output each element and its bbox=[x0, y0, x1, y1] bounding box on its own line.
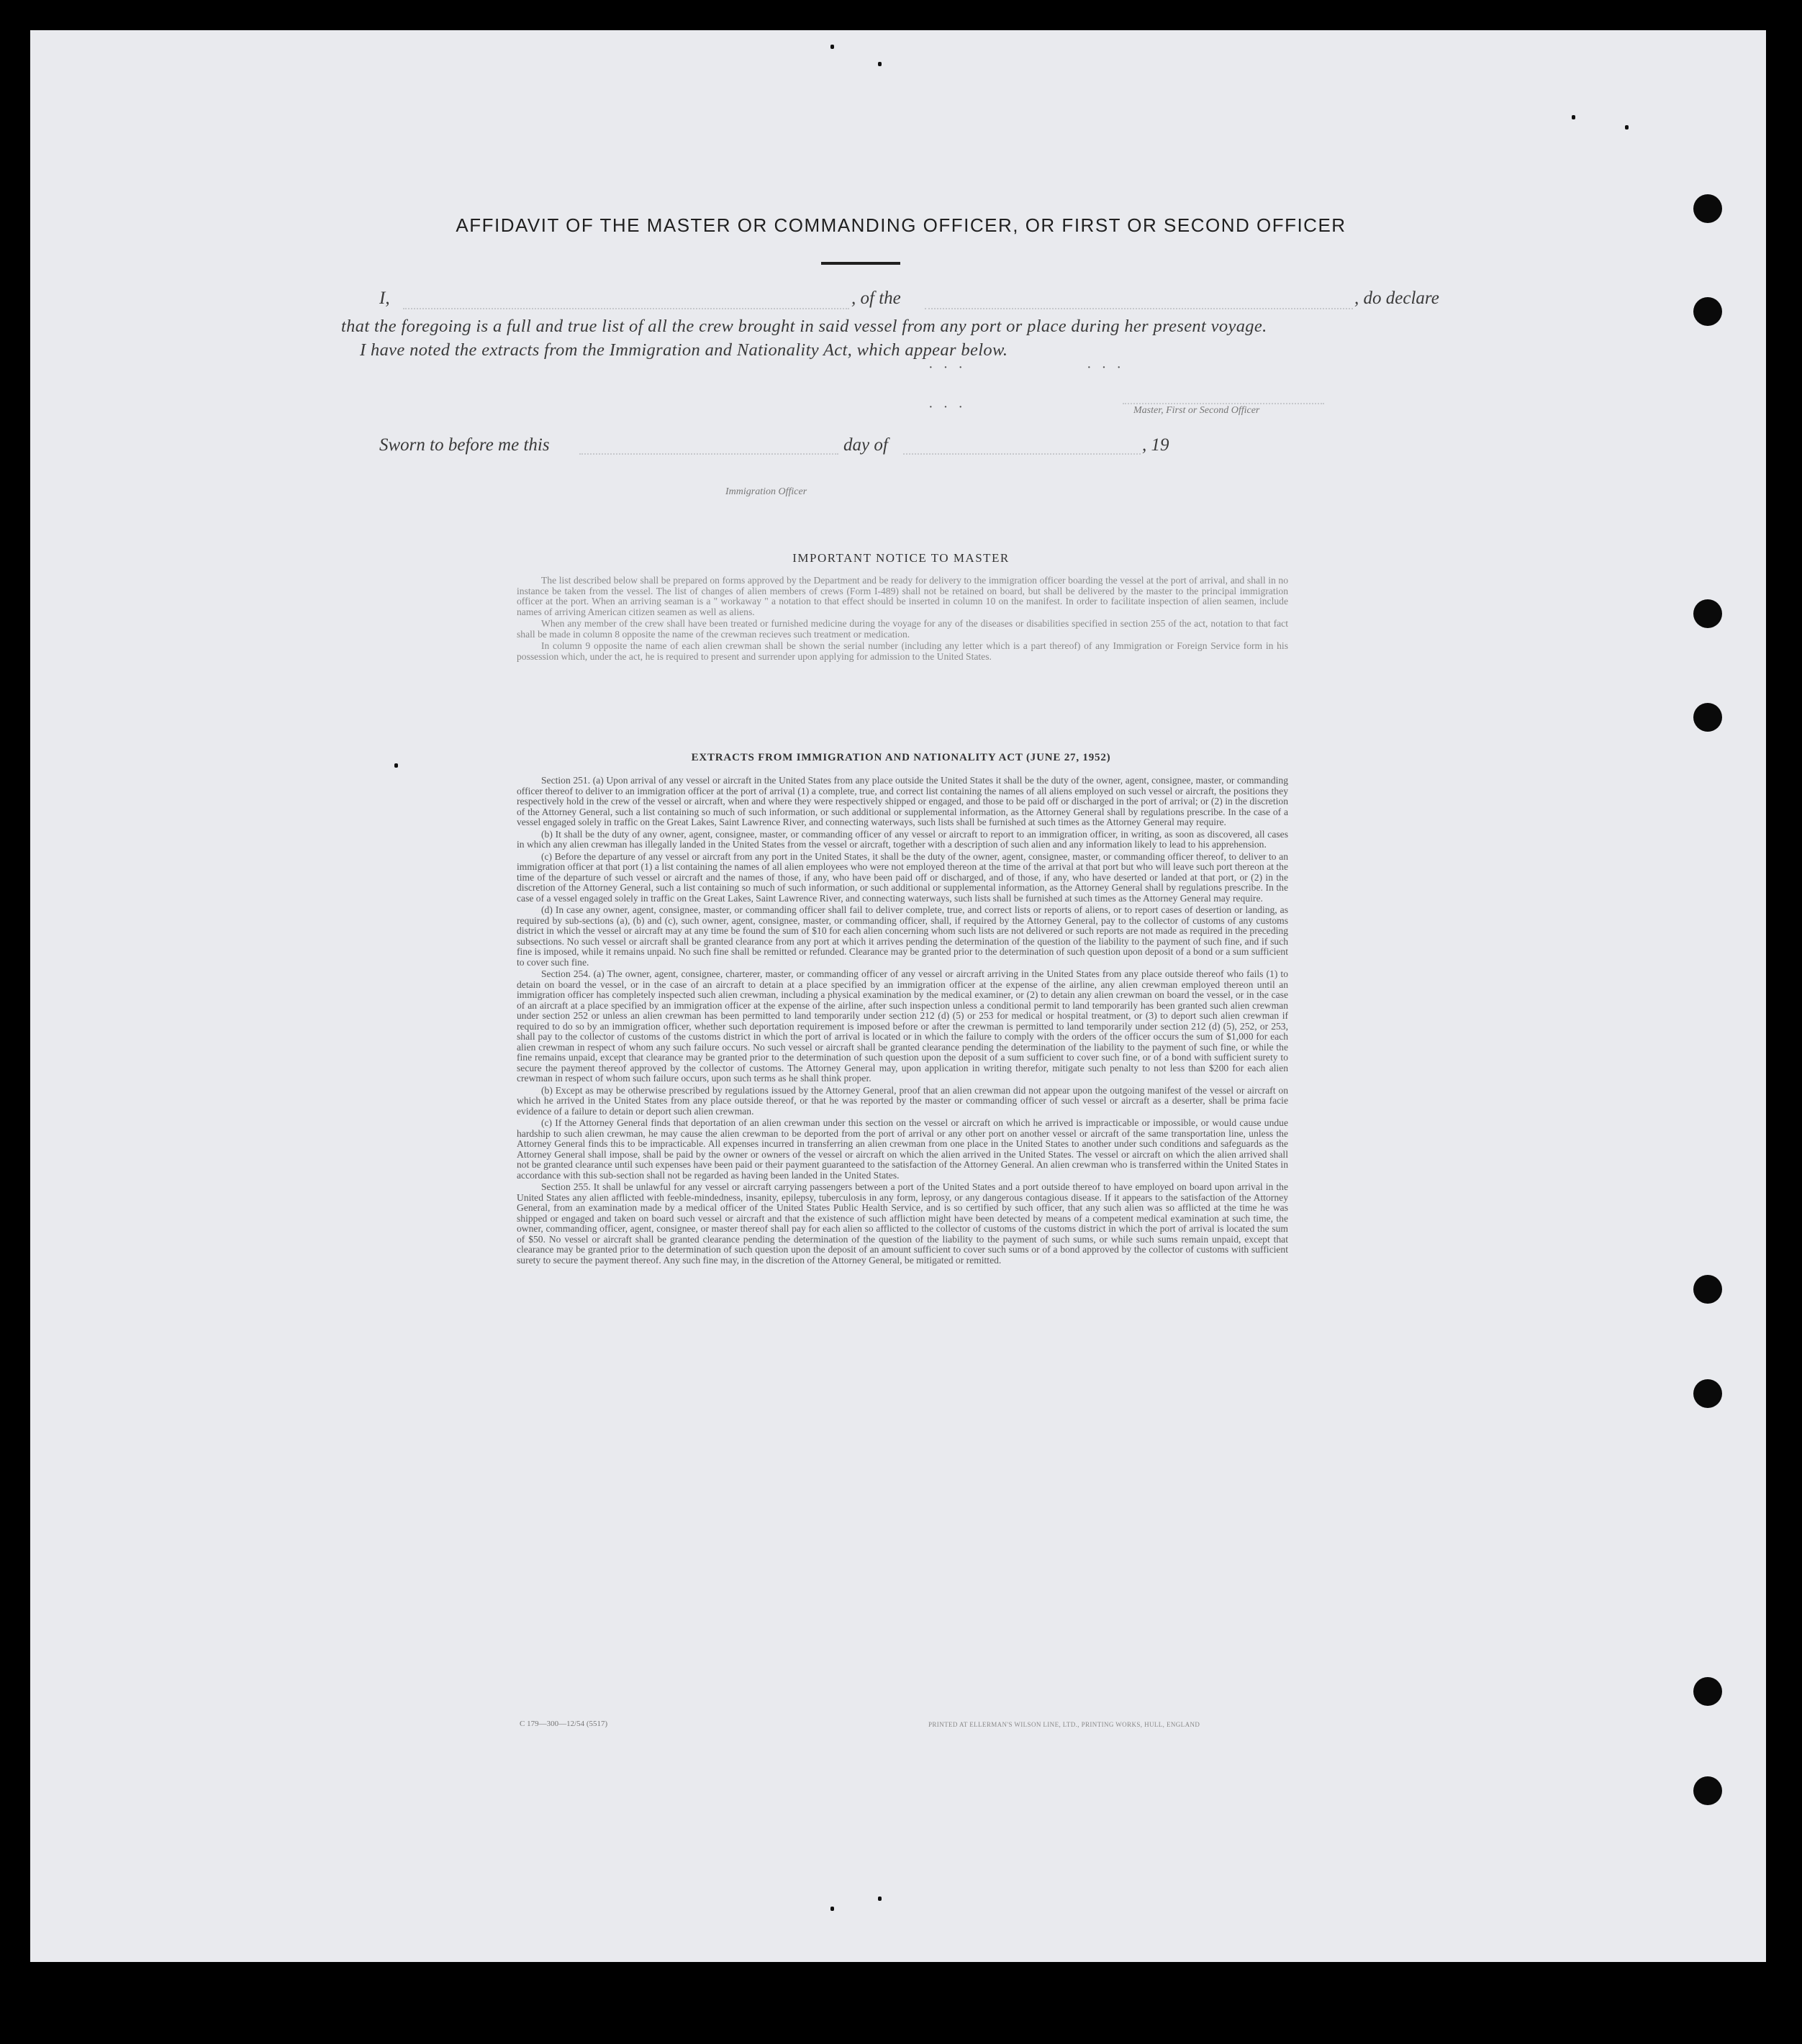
declarant-prefix: I, bbox=[379, 289, 390, 308]
of-the-label: , of the bbox=[851, 289, 901, 308]
speck bbox=[1625, 125, 1629, 130]
declarant-name-field[interactable] bbox=[403, 308, 849, 309]
extract-paragraph: Section 255. It shall be unlawful for any vessel or aircraft carrying passengers between a port of the United States and a port outside thereof to have employed on board upon arrival in the United States any alien afflicted with feeble-mindedness, insanity, epilepsy, tuberculosis in any form, leprosy, or any dangerous contagious disease. If it appears to the satisfaction of the Attorney General, from an examination made by a medical officer of the United States Public Health Service, and is so certified by such officer, that any such alien was so afflicted at the time he was shipped or engaged and taken on board such vessel or aircraft and that the existence of such affliction might have been detected by means of a competent medical examination at such time, the owner, commanding officer, agent, consignee, or master thereof shall pay for each alien so afflicted to the collector of customs of the customs district in which the port of arrival is located the sum of $50. No vessel or aircraft shall be granted clearance pending the determination of the question of the liability to the payment of such sums, or while such sums remain unpaid, except that clearance may be granted prior to the determination of such question upon the deposit of an amount sufficient to cover such sums or of a bond approved by the collector of customs with sufficient surety to secure the payment thereof. Any such fine may, in the discretion of the Attorney General, be mitigated or remitted. bbox=[517, 1181, 1288, 1266]
extract-paragraph: (d) In case any owner, agent, consignee, master, or commanding officer shall fail to deliver complete, true, and correct lists or reports of aliens, or to report cases of desertion or landing, as required by sub-sections (a), (b) and (c), such owner, agent, consignee, master, or commanding officer, shall, if required by the Attorney General, pay to the collector of customs of any customs district in which the vessel or aircraft may at any time be found the sum of $10 for each alien concerning whom such lists are not delivered or such reports are not made as required in the preceding subsections. No such vessel or aircraft shall be granted clearance from any port at which it arrives pending the determination of the question of the liability to the payment of such fine, and if such fine is imposed, while it remains unpaid. No such fine shall be remitted or refunded. Clearance may be granted prior to the determination of such question upon deposit of a bond or a sum sufficient to cover such fine. bbox=[517, 904, 1288, 968]
sworn-month-field[interactable] bbox=[903, 453, 1141, 455]
speck bbox=[830, 1907, 834, 1911]
speck bbox=[878, 1897, 882, 1901]
notice-paragraph: In column 9 opposite the name of each alien crewman shall be shown the serial number (including any letter which is a part thereof) of any Immigration or Foreign Service form in his possession which, under the act, he is required to present and surrender upon applying for admission to the United States. bbox=[517, 640, 1288, 662]
separator-dots: ··· bbox=[928, 360, 973, 376]
extracts-title: EXTRACTS FROM IMMIGRATION AND NATIONALITY ACT (JUNE 27, 1952) bbox=[691, 752, 1111, 763]
declaration-line-3: I have noted the extracts from the Immigration and Nationality Act, which appear below. bbox=[360, 340, 1008, 360]
declaration-line-2: that the foregoing is a full and true list of all the crew brought in said vessel from any port or place during her present voyage. bbox=[341, 317, 1267, 336]
sworn-day-field[interactable] bbox=[579, 453, 838, 455]
speck bbox=[878, 62, 882, 66]
punch-hole bbox=[1693, 599, 1722, 628]
officer-caption: Immigration Officer bbox=[725, 486, 807, 497]
year-label: , 19 bbox=[1142, 435, 1169, 455]
speck bbox=[1572, 115, 1575, 119]
printer-imprint: PRINTED AT ELLERMAN'S WILSON LINE, LTD., PRINTING WORKS, HULL, ENGLAND bbox=[928, 1721, 1200, 1728]
punch-hole bbox=[1693, 1776, 1722, 1805]
day-of-label: day of bbox=[843, 435, 888, 455]
extract-paragraph: (c) If the Attorney General finds that deportation of an alien crewman under this section on the vessel or aircraft on which he arrived is impracticable or impossible, or would cause undue hardship to such alien crewman, he may cause the alien crewman to be deported from the port of arrival or any other port on another vessel or aircraft of the same transportation line, unless the Attorney General finds this to be impracticable. All expenses incurred in transferring an alien crewman from one place in the United States to another under such conditions and safeguards as the Attorney General shall impose, shall be paid by the owner or owners of the vessel or aircraft on which the alien arrived in the United States. The vessel or aircraft on which the alien arrived shall not be granted clearance until such expenses have been paid or their payment guaranteed to the satisfaction of the Attorney General. An alien crewman who is transferred within the United States in accordance with this sub-section shall not be regarded as having been landed in the United States. bbox=[517, 1117, 1288, 1181]
speck bbox=[830, 45, 834, 49]
signature-caption: Master, First or Second Officer bbox=[1133, 405, 1260, 416]
do-declare-label: , do declare bbox=[1354, 289, 1439, 308]
title-rule bbox=[821, 262, 900, 265]
separator-dots: ··· bbox=[928, 399, 973, 415]
punch-hole bbox=[1693, 703, 1722, 732]
notice-text bbox=[517, 576, 1288, 663]
sworn-label: Sworn to before me this bbox=[379, 435, 550, 455]
notice-paragraph: When any member of the crew shall have been treated or furnished medicine during the voyage for any of the diseases or disabilities specified in section 255 of the act, notation to that fact shall be made in column 8 opposite the name of the crewman recieves such treatment or medication. bbox=[517, 618, 1288, 640]
notice-title: IMPORTANT NOTICE TO MASTER bbox=[792, 551, 1010, 565]
punch-hole bbox=[1693, 1275, 1722, 1304]
extract-paragraph: (b) It shall be the duty of any owner, agent, consignee, master, or commanding officer of any vessel or aircraft to report to an immigration officer, in writing, as soon as discovered, all cases in which any alien crewman has illegally landed in the United States from the vessel or aircraft, together with a description of such alien and any information likely to lead to his apprehension. bbox=[517, 828, 1288, 850]
extract-paragraph: Section 251. (a) Upon arrival of any vessel or aircraft in the United States from any place outside the United States it shall be the duty of the owner, agent, consignee, master, or commanding officer thereof to deliver to an immigration officer at the port of arrival (1) a complete, true, and correct list containing the names of all aliens employed on such vessel or aircraft, the positions they respectively hold in the crew of the vessel or aircraft, when and where they were respectively shipped or engaged, and those to be paid off or discharged in the port of arrival; or (2) in the discretion of the Attorney General, such a list containing so much of such information, or such additional or supplemental information, as the Attorney General shall by regulations prescribe. In the case of a vessel engaged solely in traffic on the Great Lakes, Saint Lawrence River, and connecting waterways, such lists shall be furnished at such times as the Attorney General may require. bbox=[517, 775, 1288, 827]
punch-hole bbox=[1693, 297, 1722, 326]
notice-paragraph: The list described below shall be prepared on forms approved by the Department and be ready for delivery to the immigration officer boarding the vessel at the port of arrival, and shall in no instance be taken from the vessel. The list of changes of alien members of crews (Form I-489) shall not be retained on board, but shall be delivered by the master to the principal immigration officer at the port. When an arriving seaman is a " workaway " a notation to that effect should be inserted in column 10 on the manifest. In order to facilitate inspection of alien seamen, include names of arriving American citizen seamen as well as aliens. bbox=[517, 575, 1288, 617]
punch-hole bbox=[1693, 1677, 1722, 1706]
extract-paragraph: Section 254. (a) The owner, agent, consignee, charterer, master, or commanding officer of any vessel or aircraft arriving in the United States from any place outside thereof who fails (1) to detain on board the vessel, or in the case of an aircraft to detain at a place specified by an immigration officer at the expense of the airline, any alien crewman employed thereon until an immigration officer has completely inspected such alien crewman, including a physical examination by the medical examiner, or (2) to detain any alien crewman on board the vessel, or in the case of an aircraft at a place specified by an immigration officer at the expense of the airline, after such inspection unless a conditional permit to land temporarily has been granted such alien crewman under section 252 or unless an alien crewman has been permitted to land temporarily under section 212 (d) (5) or 253 for medical or hospital treatment, or (3) to deport such alien crewman if required to do so by an immigration officer, whether such deportation requirement is imposed before or after the crewman is permitted to land temporarily under section 212 (d) (5), 252, or 253, shall pay to the collector of customs of the customs district in which the port of arrival is located or in which the failure to comply with the orders of the officer occurs the sum of $1,000 for each alien crewman in respect of whom any such failure occurs. No such vessel or aircraft shall be granted clearance pending the determination of the liability to the payment of such fine, or while the fine remains unpaid, except that clearance may be granted prior to the determination of such question upon the deposit of a sum sufficient to cover such fine, or of a bond with sufficient surety to secure the payment thereof approved by the collector of customs. The Attorney General may, upon application in writing therefor, mitigate such penalty to not less than $200 for each alien crewman in respect of whom such failure occurs, upon such terms as he shall think proper. bbox=[517, 968, 1288, 1084]
extract-paragraph: (c) Before the departure of any vessel or aircraft from any port in the United States, it shall be the duty of the owner, agent, consignee, master, or commanding officer thereof, to deliver to an immigration officer at that port (1) a list containing the names of all alien employees who were not employed thereon at the time of the arrival at that port but who will leave such port thereon at the time of the departure of such vessel or aircraft and the names of those, if any, who have been paid off or discharged, and of those, if any, who have deserted or landed at that port, or (2) in the discretion of the Attorney General, such a list containing so much of such information, or such additional or supplemental information, as the Attorney General shall by regulations prescribe. In the case of a vessel engaged solely in traffic on the Great Lakes, Saint Lawrence River, and connecting waterways, such lists shall be furnished at such times as the Attorney General may require. bbox=[517, 850, 1288, 904]
extracts-text bbox=[517, 776, 1288, 1267]
separator-dots: ··· bbox=[1087, 360, 1131, 376]
extract-paragraph: (b) Except as may be otherwise prescribed by regulations issued by the Attorney General, proof that an alien crewman did not appear upon the outgoing manifest of the vessel or aircraft on which he arrived in the United States from any place outside thereof, or that he was reported by the master or commanding officer of such vessel or aircraft as a deserter, shall be prima facie evidence of a failure to detain or deport such alien crewman. bbox=[517, 1084, 1288, 1117]
signature-field[interactable] bbox=[1123, 403, 1324, 404]
vessel-name-field[interactable] bbox=[925, 308, 1353, 309]
form-number: C 179—300—12/54 (5517) bbox=[520, 1720, 608, 1728]
punch-hole bbox=[1693, 1379, 1722, 1408]
affidavit-title: AFFIDAVIT OF THE MASTER OR COMMANDING OFFICER, OR FIRST OR SECOND OFFICER bbox=[456, 214, 1346, 236]
